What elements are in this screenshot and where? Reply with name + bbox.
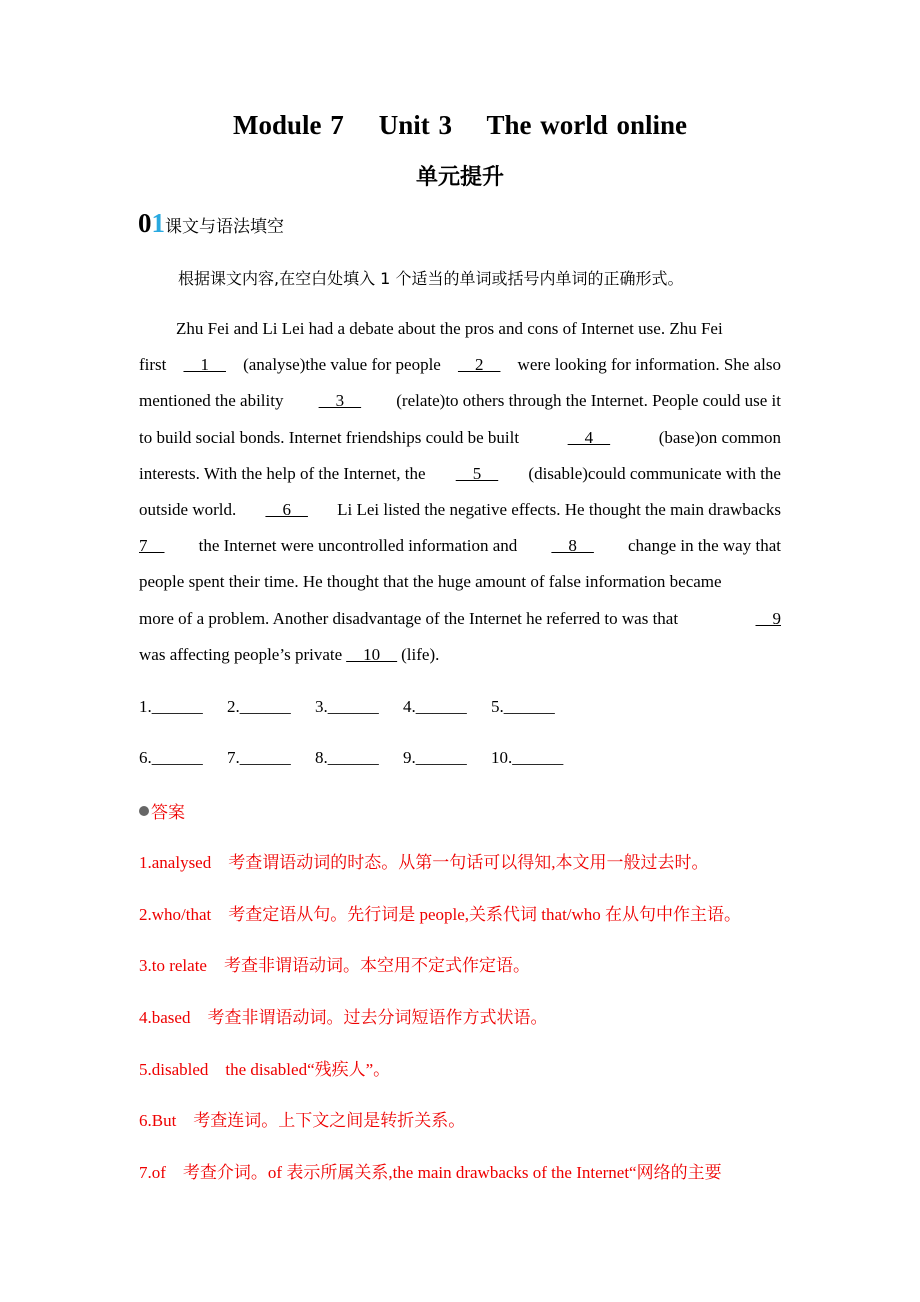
passage-line (139, 642, 781, 678)
passage-text: (analyse)the value for people (243, 355, 441, 375)
answer-blank: 8.______ (315, 748, 379, 767)
section-number-digit: 1 (151, 208, 165, 238)
passage-text: was affecting people’s private (139, 644, 343, 664)
answer-heading-label: 答案 (151, 803, 185, 823)
fill-blank: 10 (346, 644, 398, 664)
passage-line (139, 425, 781, 461)
answer-item: 1.analysed 考查谓语动词的时态。从第一句话可以得知,本文用一般过去时。 (139, 853, 709, 872)
answer-blank-row (139, 748, 579, 768)
answer-blank: 7.______ (227, 748, 291, 767)
fill-blank: 1 (183, 355, 226, 375)
answer-list (139, 848, 789, 1210)
passage (139, 316, 781, 678)
answer-blank: 5.______ (491, 697, 555, 716)
passage-text: (relate)to others through the Internet. People could use it (396, 391, 781, 411)
passage-line (139, 497, 781, 533)
passage-line (139, 606, 781, 642)
answer-item: 6.But 考查连词。上下文之间是转折关系。 (139, 1111, 466, 1131)
answer-blank-row (139, 697, 579, 717)
answer-blank: 6.______ (139, 748, 203, 767)
answer-blank: 2.______ (227, 697, 291, 716)
answer-item: 7.of 考查介词。of 表示所属关系,the main drawbacks of the Internet“网络的主要 (139, 1163, 722, 1183)
answer-item: 3.to relate 考查非谓语动词。本空用不定式作定语。 (139, 956, 530, 976)
passage-text: mentioned the ability (139, 391, 284, 411)
fill-blank: 3 (318, 391, 362, 411)
section-heading (138, 208, 284, 239)
answer-blank: 9.______ (403, 748, 467, 767)
passage-text: the Internet were uncontrolled information and (198, 536, 518, 556)
passage-text: Zhu Fei and Li Lei had a debate about the pros and cons of Internet use. Zhu Fei (176, 319, 723, 338)
answer-item: 5.disabled the disabled“残疾人”。 (139, 1059, 391, 1079)
passage-line (139, 352, 781, 388)
passage-text: outside world. (139, 499, 237, 519)
fill-blank: 9 (755, 608, 781, 628)
section-number-digit: 0 (138, 208, 152, 238)
fill-blank: 6 (265, 499, 308, 519)
section-label: 课文与语法填空 (165, 217, 284, 237)
fill-blank: 4 (567, 427, 611, 447)
passage-line (139, 388, 781, 424)
fill-blank: 5 (455, 463, 499, 483)
passage-line (139, 461, 781, 497)
answer-blank: 10.______ (491, 748, 564, 767)
passage-text: (disable)could communicate with the (528, 463, 781, 483)
answer-item: 2.who/that 考查定语从句。先行词是 people,关系代词 that/who 在从句中作主语。 (139, 904, 742, 924)
answer-blank: 4.______ (403, 697, 467, 716)
passage-text: people spent their time. He thought that the huge amount of false information became (139, 572, 722, 592)
passage-text: were looking for information. She also (517, 355, 781, 375)
passage-text: first (139, 355, 167, 375)
passage-text: change in the way that (628, 536, 781, 556)
answer-blank: 3.______ (315, 697, 379, 716)
answer-blank: 1.______ (139, 697, 203, 716)
instruction: 根据课文内容,在空白处填入 1 个适当的单词或括号内单词的正确形式。 (178, 269, 684, 288)
answer-item: 4.based 考查非谓语动词。过去分词短语作方式状语。 (139, 1008, 548, 1028)
passage-text: (life). (401, 644, 440, 664)
passage-text: more of a problem. Another disadvantage of the Internet he referred to was that (139, 608, 679, 628)
passage-text: interests. With the help of the Internet, the (139, 463, 426, 483)
page-title: Module 7 Unit 3 The world online (232, 110, 688, 140)
passage-line (139, 569, 781, 605)
fill-blank: 8 (551, 536, 594, 556)
passage-text: (base)on common (658, 427, 781, 447)
answer-heading (139, 798, 185, 823)
answer-icon (139, 806, 149, 816)
passage-line (139, 316, 781, 352)
passage-text: to build social bonds. Internet friendships could be built (139, 427, 520, 447)
fill-blank: 2 (457, 355, 501, 375)
fill-blank: 7 (139, 536, 165, 556)
passage-text: Li Lei listed the negative effects. He thought the main drawbacks (337, 499, 781, 519)
page-subtitle: 单元提升 (415, 165, 504, 190)
passage-line (139, 533, 781, 569)
